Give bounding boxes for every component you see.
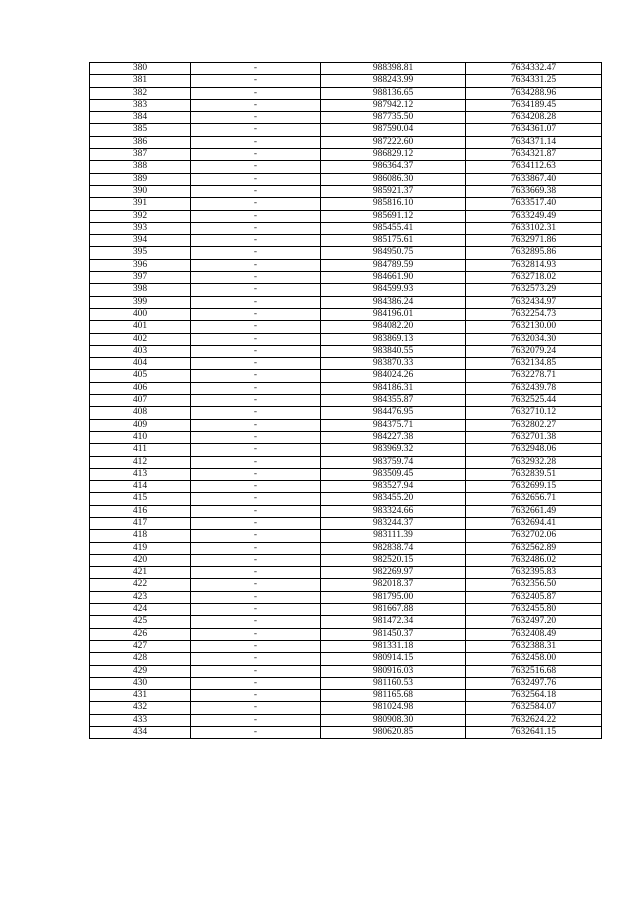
y-coordinate-cell: 7632486.02 (466, 554, 602, 566)
x-coordinate-cell: 984082.20 (321, 321, 466, 333)
y-coordinate-cell: 7632624.22 (466, 714, 602, 726)
table-row (90, 653, 602, 665)
dash-cell: - (191, 579, 321, 591)
point-number-cell: 429 (90, 665, 191, 677)
point-number-cell: 401 (90, 321, 191, 333)
y-coordinate-cell: 7633249.49 (466, 210, 602, 222)
y-coordinate-cell: 7632455.80 (466, 604, 602, 616)
x-coordinate-cell: 981165.68 (321, 690, 466, 702)
y-coordinate-cell: 7633517.40 (466, 198, 602, 210)
table-row (90, 185, 602, 197)
x-coordinate-cell: 984355.87 (321, 395, 466, 407)
table-row (90, 714, 602, 726)
y-coordinate-cell: 7632641.15 (466, 727, 602, 739)
x-coordinate-cell: 985691.12 (321, 210, 466, 222)
y-coordinate-cell: 7633102.31 (466, 222, 602, 234)
y-coordinate-cell: 7632516.68 (466, 665, 602, 677)
y-coordinate-cell: 7633669.38 (466, 185, 602, 197)
y-coordinate-cell: 7634112.63 (466, 161, 602, 173)
y-coordinate-cell: 7632497.20 (466, 616, 602, 628)
x-coordinate-cell: 981024.98 (321, 702, 466, 714)
table-row (90, 579, 602, 591)
dash-cell: - (191, 173, 321, 185)
table-row (90, 99, 602, 111)
y-coordinate-cell: 7632034.30 (466, 333, 602, 345)
y-coordinate-cell: 7632254.73 (466, 308, 602, 320)
dash-cell: - (191, 702, 321, 714)
table-row (90, 517, 602, 529)
y-coordinate-cell: 7633867.40 (466, 173, 602, 185)
dash-cell: - (191, 321, 321, 333)
table-row (90, 321, 602, 333)
dash-cell: - (191, 653, 321, 665)
table-row (90, 567, 602, 579)
point-number-cell: 410 (90, 431, 191, 443)
x-coordinate-cell: 984476.95 (321, 407, 466, 419)
point-number-cell: 400 (90, 308, 191, 320)
point-number-cell: 396 (90, 259, 191, 271)
x-coordinate-cell: 988398.81 (321, 63, 466, 75)
point-number-cell: 385 (90, 124, 191, 136)
y-coordinate-cell: 7634321.87 (466, 149, 602, 161)
x-coordinate-cell: 984661.90 (321, 272, 466, 284)
table-row (90, 136, 602, 148)
table-row (90, 395, 602, 407)
point-number-cell: 434 (90, 727, 191, 739)
dash-cell: - (191, 407, 321, 419)
point-number-cell: 380 (90, 63, 191, 75)
table-row (90, 665, 602, 677)
x-coordinate-cell: 983244.37 (321, 517, 466, 529)
x-coordinate-cell: 985455.41 (321, 222, 466, 234)
x-coordinate-cell: 984024.26 (321, 370, 466, 382)
y-coordinate-cell: 7632802.27 (466, 419, 602, 431)
dash-cell: - (191, 136, 321, 148)
table-row (90, 468, 602, 480)
x-coordinate-cell: 981795.00 (321, 591, 466, 603)
y-coordinate-cell: 7632497.76 (466, 677, 602, 689)
y-coordinate-cell: 7632971.86 (466, 235, 602, 247)
x-coordinate-cell: 987590.04 (321, 124, 466, 136)
y-coordinate-cell: 7634288.96 (466, 87, 602, 99)
table-row (90, 87, 602, 99)
x-coordinate-cell: 980620.85 (321, 727, 466, 739)
coordinates-table-body (90, 63, 602, 739)
x-coordinate-cell: 984950.75 (321, 247, 466, 259)
point-number-cell: 386 (90, 136, 191, 148)
x-coordinate-cell: 984386.24 (321, 296, 466, 308)
point-number-cell: 382 (90, 87, 191, 99)
dash-cell: - (191, 567, 321, 579)
dash-cell: - (191, 616, 321, 628)
x-coordinate-cell: 984789.59 (321, 259, 466, 271)
x-coordinate-cell: 982520.15 (321, 554, 466, 566)
dash-cell: - (191, 481, 321, 493)
dash-cell: - (191, 505, 321, 517)
x-coordinate-cell: 980908.30 (321, 714, 466, 726)
dash-cell: - (191, 542, 321, 554)
dash-cell: - (191, 444, 321, 456)
point-number-cell: 397 (90, 272, 191, 284)
dash-cell: - (191, 272, 321, 284)
y-coordinate-cell: 7632932.28 (466, 456, 602, 468)
table-row (90, 456, 602, 468)
point-number-cell: 421 (90, 567, 191, 579)
point-number-cell: 395 (90, 247, 191, 259)
y-coordinate-cell: 7632661.49 (466, 505, 602, 517)
table-row (90, 591, 602, 603)
table-row (90, 628, 602, 640)
point-number-cell: 387 (90, 149, 191, 161)
table-row (90, 640, 602, 652)
table-row (90, 407, 602, 419)
table-row (90, 530, 602, 542)
table-row (90, 63, 602, 75)
point-number-cell: 426 (90, 628, 191, 640)
point-number-cell: 424 (90, 604, 191, 616)
point-number-cell: 433 (90, 714, 191, 726)
table-row (90, 284, 602, 296)
table-row (90, 616, 602, 628)
x-coordinate-cell: 986364.37 (321, 161, 466, 173)
table-row (90, 702, 602, 714)
dash-cell: - (191, 296, 321, 308)
point-number-cell: 417 (90, 517, 191, 529)
dash-cell: - (191, 63, 321, 75)
table-row (90, 505, 602, 517)
point-number-cell: 427 (90, 640, 191, 652)
point-number-cell: 428 (90, 653, 191, 665)
table-row (90, 222, 602, 234)
dash-cell: - (191, 345, 321, 357)
y-coordinate-cell: 7632434.97 (466, 296, 602, 308)
x-coordinate-cell: 982018.37 (321, 579, 466, 591)
x-coordinate-cell: 988136.65 (321, 87, 466, 99)
y-coordinate-cell: 7632694.41 (466, 517, 602, 529)
dash-cell: - (191, 640, 321, 652)
dash-cell: - (191, 468, 321, 480)
point-number-cell: 409 (90, 419, 191, 431)
dash-cell: - (191, 690, 321, 702)
table-row (90, 345, 602, 357)
y-coordinate-cell: 7632408.49 (466, 628, 602, 640)
table-row (90, 481, 602, 493)
dash-cell: - (191, 493, 321, 505)
y-coordinate-cell: 7632948.06 (466, 444, 602, 456)
dash-cell: - (191, 530, 321, 542)
x-coordinate-cell: 981472.34 (321, 616, 466, 628)
dash-cell: - (191, 395, 321, 407)
point-number-cell: 383 (90, 99, 191, 111)
y-coordinate-cell: 7632895.86 (466, 247, 602, 259)
x-coordinate-cell: 983509.45 (321, 468, 466, 480)
table-row (90, 112, 602, 124)
table-row (90, 690, 602, 702)
table-row (90, 727, 602, 739)
y-coordinate-cell: 7632701.38 (466, 431, 602, 443)
table-row (90, 308, 602, 320)
point-number-cell: 408 (90, 407, 191, 419)
y-coordinate-cell: 7632395.83 (466, 567, 602, 579)
dash-cell: - (191, 333, 321, 345)
point-number-cell: 431 (90, 690, 191, 702)
point-number-cell: 432 (90, 702, 191, 714)
y-coordinate-cell: 7632439.78 (466, 382, 602, 394)
dash-cell: - (191, 185, 321, 197)
dash-cell: - (191, 284, 321, 296)
point-number-cell: 411 (90, 444, 191, 456)
point-number-cell: 399 (90, 296, 191, 308)
dash-cell: - (191, 75, 321, 87)
table-row (90, 161, 602, 173)
point-number-cell: 403 (90, 345, 191, 357)
point-number-cell: 392 (90, 210, 191, 222)
dash-cell: - (191, 382, 321, 394)
table-row (90, 149, 602, 161)
table-row (90, 173, 602, 185)
y-coordinate-cell: 7632718.02 (466, 272, 602, 284)
point-number-cell: 405 (90, 370, 191, 382)
point-number-cell: 425 (90, 616, 191, 628)
dash-cell: - (191, 628, 321, 640)
point-number-cell: 413 (90, 468, 191, 480)
table-row (90, 124, 602, 136)
table-row (90, 370, 602, 382)
table-row (90, 419, 602, 431)
table-row (90, 296, 602, 308)
table-row (90, 604, 602, 616)
dash-cell: - (191, 308, 321, 320)
point-number-cell: 423 (90, 591, 191, 603)
table-row (90, 210, 602, 222)
table-row (90, 554, 602, 566)
table-row (90, 677, 602, 689)
dash-cell: - (191, 210, 321, 222)
point-number-cell: 422 (90, 579, 191, 591)
dash-cell: - (191, 99, 321, 111)
dash-cell: - (191, 431, 321, 443)
table-row (90, 247, 602, 259)
x-coordinate-cell: 983111.39 (321, 530, 466, 542)
x-coordinate-cell: 983759.74 (321, 456, 466, 468)
point-number-cell: 402 (90, 333, 191, 345)
y-coordinate-cell: 7632134.85 (466, 358, 602, 370)
x-coordinate-cell: 987222.60 (321, 136, 466, 148)
point-number-cell: 420 (90, 554, 191, 566)
point-number-cell: 407 (90, 395, 191, 407)
y-coordinate-cell: 7632564.18 (466, 690, 602, 702)
dash-cell: - (191, 87, 321, 99)
table-row (90, 75, 602, 87)
point-number-cell: 415 (90, 493, 191, 505)
x-coordinate-cell: 983840.55 (321, 345, 466, 357)
y-coordinate-cell: 7632839.51 (466, 468, 602, 480)
dash-cell: - (191, 370, 321, 382)
y-coordinate-cell: 7634371.14 (466, 136, 602, 148)
dash-cell: - (191, 677, 321, 689)
x-coordinate-cell: 983869.13 (321, 333, 466, 345)
x-coordinate-cell: 981331.18 (321, 640, 466, 652)
x-coordinate-cell: 982269.97 (321, 567, 466, 579)
point-number-cell: 419 (90, 542, 191, 554)
dash-cell: - (191, 112, 321, 124)
dash-cell: - (191, 554, 321, 566)
dash-cell: - (191, 161, 321, 173)
x-coordinate-cell: 988243.99 (321, 75, 466, 87)
table-row (90, 358, 602, 370)
y-coordinate-cell: 7632458.00 (466, 653, 602, 665)
point-number-cell: 394 (90, 235, 191, 247)
y-coordinate-cell: 7632388.31 (466, 640, 602, 652)
point-number-cell: 398 (90, 284, 191, 296)
table-row (90, 198, 602, 210)
x-coordinate-cell: 987735.50 (321, 112, 466, 124)
y-coordinate-cell: 7632079.24 (466, 345, 602, 357)
x-coordinate-cell: 987942.12 (321, 99, 466, 111)
dash-cell: - (191, 222, 321, 234)
y-coordinate-cell: 7634332.47 (466, 63, 602, 75)
x-coordinate-cell: 983455.20 (321, 493, 466, 505)
dash-cell: - (191, 517, 321, 529)
y-coordinate-cell: 7634189.45 (466, 99, 602, 111)
x-coordinate-cell: 985816.10 (321, 198, 466, 210)
dash-cell: - (191, 235, 321, 247)
y-coordinate-cell: 7632562.89 (466, 542, 602, 554)
table-row (90, 235, 602, 247)
y-coordinate-cell: 7632710.12 (466, 407, 602, 419)
table-row (90, 493, 602, 505)
dash-cell: - (191, 124, 321, 136)
dash-cell: - (191, 358, 321, 370)
y-coordinate-cell: 7632130.00 (466, 321, 602, 333)
x-coordinate-cell: 985921.37 (321, 185, 466, 197)
point-number-cell: 388 (90, 161, 191, 173)
y-coordinate-cell: 7632525.44 (466, 395, 602, 407)
x-coordinate-cell: 986829.12 (321, 149, 466, 161)
x-coordinate-cell: 984227.38 (321, 431, 466, 443)
y-coordinate-cell: 7632584.07 (466, 702, 602, 714)
y-coordinate-cell: 7632573.29 (466, 284, 602, 296)
point-number-cell: 393 (90, 222, 191, 234)
y-coordinate-cell: 7632699.15 (466, 481, 602, 493)
y-coordinate-cell: 7632814.93 (466, 259, 602, 271)
point-number-cell: 391 (90, 198, 191, 210)
x-coordinate-cell: 983870.33 (321, 358, 466, 370)
table-row (90, 259, 602, 271)
dash-cell: - (191, 665, 321, 677)
x-coordinate-cell: 981160.53 (321, 677, 466, 689)
y-coordinate-cell: 7632656.71 (466, 493, 602, 505)
x-coordinate-cell: 981450.37 (321, 628, 466, 640)
point-number-cell: 404 (90, 358, 191, 370)
x-coordinate-cell: 984186.31 (321, 382, 466, 394)
y-coordinate-cell: 7634208.28 (466, 112, 602, 124)
x-coordinate-cell: 980916.03 (321, 665, 466, 677)
x-coordinate-cell: 984196.01 (321, 308, 466, 320)
y-coordinate-cell: 7632356.50 (466, 579, 602, 591)
dash-cell: - (191, 247, 321, 259)
coordinates-table (89, 62, 602, 739)
table-row (90, 431, 602, 443)
point-number-cell: 406 (90, 382, 191, 394)
point-number-cell: 384 (90, 112, 191, 124)
point-number-cell: 412 (90, 456, 191, 468)
table-row (90, 272, 602, 284)
x-coordinate-cell: 983324.66 (321, 505, 466, 517)
x-coordinate-cell: 984599.93 (321, 284, 466, 296)
point-number-cell: 389 (90, 173, 191, 185)
x-coordinate-cell: 985175.61 (321, 235, 466, 247)
x-coordinate-cell: 983969.32 (321, 444, 466, 456)
x-coordinate-cell: 984375.71 (321, 419, 466, 431)
point-number-cell: 416 (90, 505, 191, 517)
dash-cell: - (191, 419, 321, 431)
point-number-cell: 390 (90, 185, 191, 197)
dash-cell: - (191, 604, 321, 616)
table-row (90, 382, 602, 394)
table-row (90, 333, 602, 345)
x-coordinate-cell: 981667.88 (321, 604, 466, 616)
x-coordinate-cell: 982838.74 (321, 542, 466, 554)
point-number-cell: 381 (90, 75, 191, 87)
dash-cell: - (191, 714, 321, 726)
y-coordinate-cell: 7632278.71 (466, 370, 602, 382)
table-row (90, 444, 602, 456)
x-coordinate-cell: 983527.94 (321, 481, 466, 493)
x-coordinate-cell: 980914.15 (321, 653, 466, 665)
y-coordinate-cell: 7634361.07 (466, 124, 602, 136)
dash-cell: - (191, 149, 321, 161)
y-coordinate-cell: 7632702.06 (466, 530, 602, 542)
y-coordinate-cell: 7634331.25 (466, 75, 602, 87)
point-number-cell: 414 (90, 481, 191, 493)
y-coordinate-cell: 7632405.87 (466, 591, 602, 603)
point-number-cell: 418 (90, 530, 191, 542)
dash-cell: - (191, 591, 321, 603)
point-number-cell: 430 (90, 677, 191, 689)
dash-cell: - (191, 198, 321, 210)
dash-cell: - (191, 456, 321, 468)
dash-cell: - (191, 727, 321, 739)
dash-cell: - (191, 259, 321, 271)
x-coordinate-cell: 986086.30 (321, 173, 466, 185)
table-row (90, 542, 602, 554)
